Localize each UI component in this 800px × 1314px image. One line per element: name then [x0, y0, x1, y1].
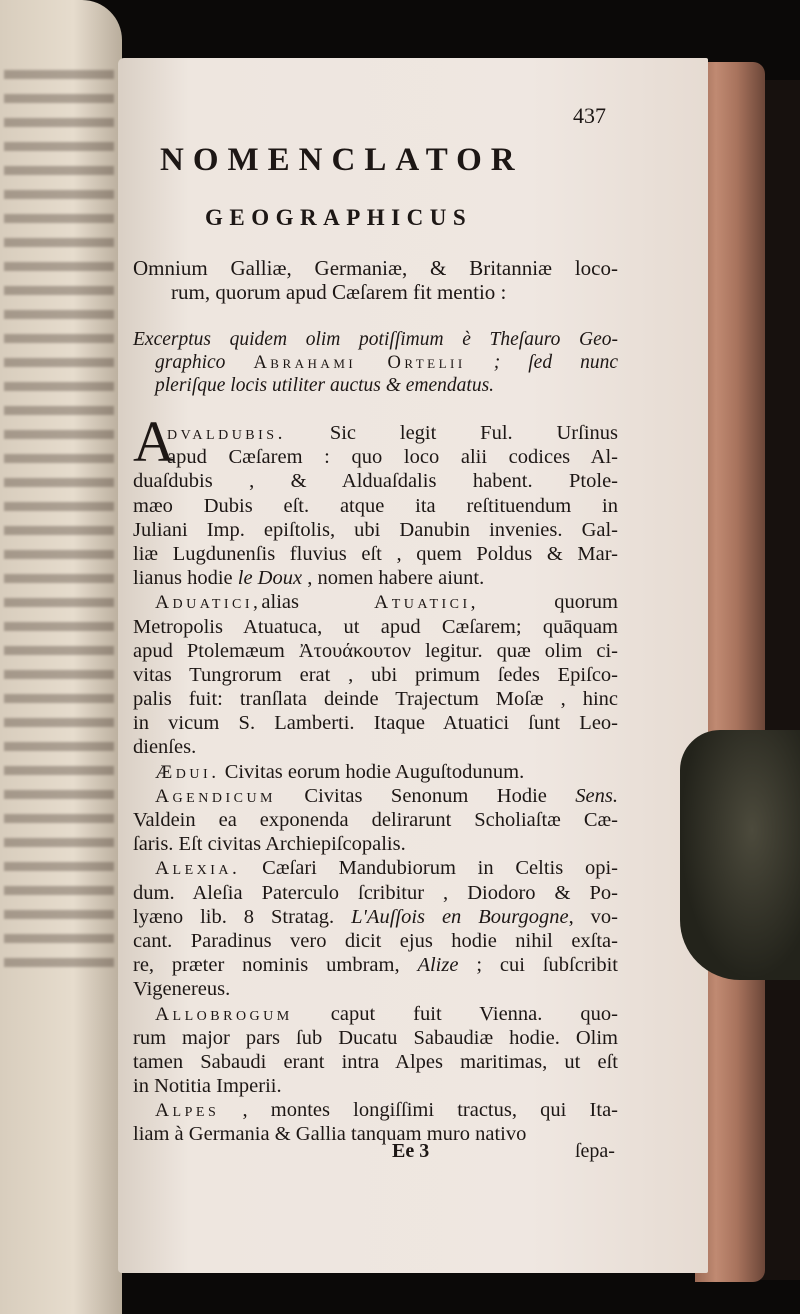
intro: [133, 256, 618, 304]
intro-line: Omnium Galliæ, Germaniæ, & Britanniæ loco-: [133, 256, 618, 280]
editorial-note: [133, 328, 618, 397]
headword: dvaldubis.: [167, 423, 286, 444]
text-line: [133, 905, 618, 929]
text-run: lianus hodie: [133, 567, 238, 590]
text-line: [133, 663, 618, 687]
text-run: , nomen habere aiunt.: [302, 567, 485, 590]
text-run: le Doux: [237, 567, 303, 590]
text-line: [133, 832, 618, 856]
text-line: [133, 760, 618, 784]
text-run: mæo Dubis eſt. atque ita reſtituendum in: [133, 494, 618, 517]
text-run: alias: [261, 591, 375, 614]
gazetteer-entries: [133, 421, 618, 1147]
text-line: [133, 1050, 618, 1074]
text-line: [133, 518, 618, 542]
text-run: rum major pars ſub Ducatu Sabaudiæ hodie. Olim: [133, 1026, 618, 1049]
headword: Alexia.: [155, 858, 241, 880]
text-line: [133, 590, 618, 614]
text-line: [133, 469, 618, 493]
text-run: apud Cæſarem : quo loco alii codices Al-: [167, 446, 618, 469]
text-line: [133, 687, 618, 711]
text-run: liam à Germania & Gallia tanquam muro nativo: [133, 1123, 527, 1146]
signature-mark: Ee 3: [392, 1140, 430, 1162]
headword: Abrahami Ortelii: [253, 352, 466, 373]
text-line: [133, 977, 618, 1001]
headword: Atuatici,: [374, 592, 480, 614]
text-run: , vo-: [568, 905, 619, 928]
text-run: apud Ptolemæum Ἀτουάκουτον legitur. quæ olim ci-: [133, 639, 618, 662]
text-run: Alize: [417, 954, 459, 977]
text-run: Civitas eorum hodie Auguſtodunum.: [219, 760, 525, 783]
text-line: [133, 953, 618, 977]
text-run: graphico: [155, 352, 254, 373]
text-line: [133, 1002, 618, 1026]
text-line: [133, 881, 618, 905]
headword: Aduatici,: [155, 592, 262, 614]
text-run: Sic legit Ful. Urſinus: [285, 422, 618, 444]
text-run: cant. Paradinus vero dicit ejus hodie nihil exſta-: [133, 929, 618, 952]
text-run: L'Auſſois en Bourgogne: [351, 905, 569, 928]
text-line: [133, 1074, 618, 1098]
text-line: [133, 1098, 618, 1122]
text-run: Cæſari Mandubiorum in Celtis opi-: [240, 857, 618, 880]
text-line: [133, 929, 618, 953]
text-run: ; cui ſubſcribit: [458, 954, 618, 977]
text-run: Civitas Senonum Hodie: [276, 784, 576, 807]
text-line: [133, 328, 618, 351]
text-run: Juliani Imp. epiſtolis, ubi Danubin invenies. Gal-: [133, 518, 618, 541]
text-line: [133, 351, 618, 374]
page-subtitle: GEOGRAPHICUS: [205, 205, 473, 230]
text-line: [133, 808, 618, 832]
text-line: [133, 711, 618, 735]
text-run: Sens.: [575, 784, 618, 807]
text-run: in vicum S. Lamberti. Itaque Atuatici ſunt Leo-: [133, 712, 618, 735]
headword: Allobrogum: [155, 1003, 293, 1025]
text-run: caput fuit Vienna. quo-: [292, 1002, 618, 1025]
text-run: quorum: [479, 591, 618, 614]
book-clasp: [680, 730, 800, 980]
book-cover: [760, 80, 800, 1280]
text-line: [133, 615, 618, 639]
text-line: [133, 445, 618, 469]
text-run: re, præter nominis umbram,: [133, 954, 418, 977]
text-line: [133, 639, 618, 663]
text-run: liæ Lugdunenſis fluvius eſt , quem Poldus & Mar-: [133, 542, 618, 565]
left-page-text-blur: [4, 70, 114, 970]
text-run: dienſes.: [133, 736, 197, 759]
page-title: NOMENCLATOR: [160, 142, 524, 178]
text-line: [133, 735, 618, 759]
text-run: in Notitia Imperii.: [133, 1075, 282, 1098]
text-line: [133, 566, 618, 590]
text-line: [133, 784, 618, 808]
drop-cap: A: [133, 409, 175, 474]
text-run: vitas Tungrorum erat , ubi primum ſedes Epiſco-: [133, 663, 618, 686]
text-line: [133, 421, 618, 445]
text-line: [133, 1026, 618, 1050]
headword: Alpes: [155, 1100, 220, 1122]
text-run: Valdein ea exponenda delirarunt Scholiaſtæ Cæ-: [133, 809, 618, 831]
intro-line: rum, quorum apud Cæſarem fit mentio :: [171, 280, 507, 305]
text-line: [133, 1122, 618, 1146]
headword: Agendicum: [155, 785, 277, 807]
headword: Ædui.: [155, 761, 220, 783]
text-line: [133, 542, 618, 566]
text-run: ſaris. Eſt civitas Archiepiſcopalis.: [133, 833, 406, 856]
text-run: , montes longiſſimi tractus, qui Ita-: [219, 1099, 618, 1122]
text-run: pleriſque locis utiliter auctus & emendatus.: [155, 375, 495, 396]
text-run: dum. Aleſia Paterculo ſcribitur , Diodoro & Po-: [133, 881, 618, 904]
page-number: 437: [573, 103, 606, 128]
text-run: ; ſed nunc: [465, 352, 618, 373]
text-run: duaſdubis , & Alduaſdalis habent. Ptole-: [133, 470, 618, 493]
text-line: [133, 856, 618, 880]
catchword: ſepa-: [575, 1140, 615, 1162]
text-run: palis fuit: tranſlata deinde Trajectum Moſæ , hinc: [133, 688, 618, 711]
text-run: lyæno lib. 8 Stratag.: [133, 905, 352, 928]
text-run: Metropolis Atuatuca, ut apud Cæſarem; quāquam: [133, 615, 618, 638]
facing-left-page: [0, 0, 122, 1314]
text-line: [133, 374, 618, 397]
text-run: tamen Sabaudi erant intra Alpes maritimas, ut eſt: [133, 1050, 618, 1073]
text-line: [133, 494, 618, 518]
text-run: Excerptus quidem olim potiſſimum è Theſauro Geo-: [133, 329, 618, 350]
text-run: Vigenereus.: [133, 978, 231, 1001]
